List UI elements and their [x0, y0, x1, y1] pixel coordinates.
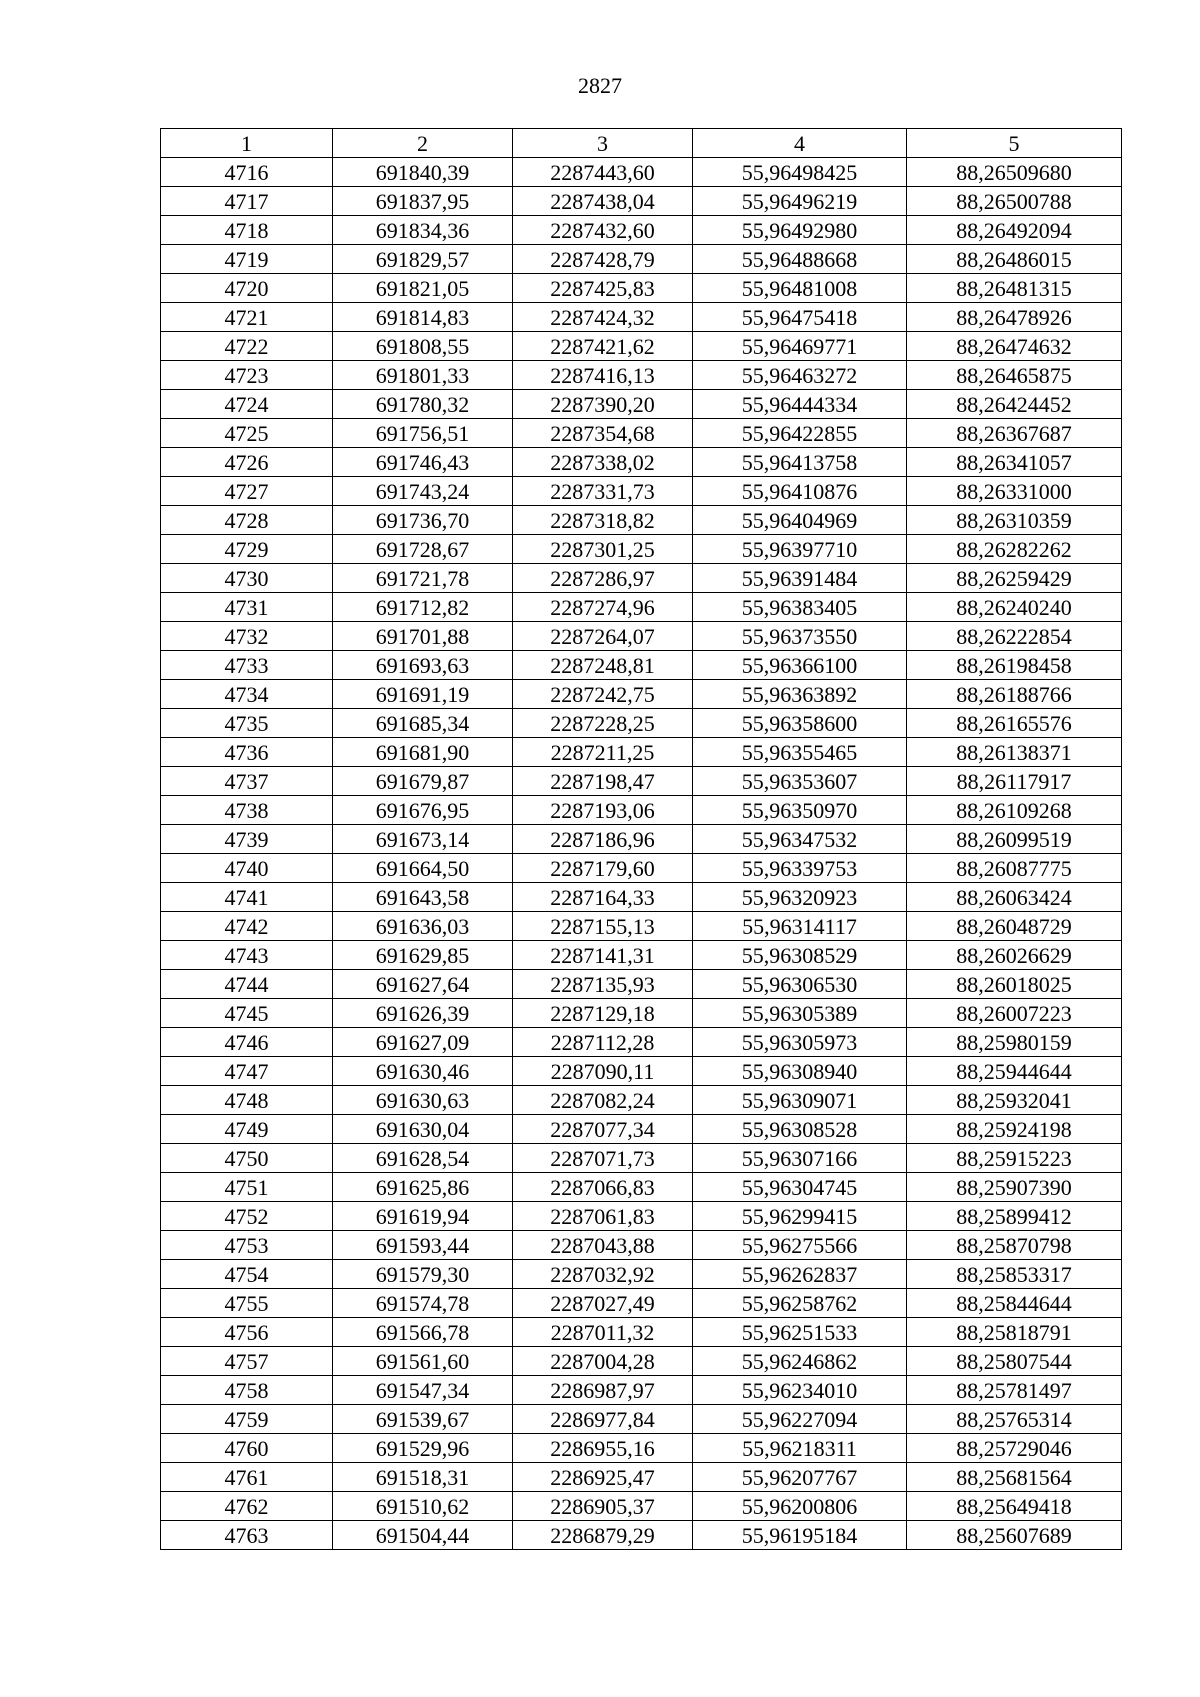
table-row	[161, 506, 1122, 535]
latitude-cell: 55,96305389	[693, 999, 907, 1028]
table-row	[161, 1028, 1122, 1057]
table-row	[161, 245, 1122, 274]
table-row	[161, 216, 1122, 245]
x-coordinate-cell: 691518,31	[333, 1463, 513, 1492]
table-row	[161, 1434, 1122, 1463]
longitude-cell: 88,26481315	[907, 274, 1122, 303]
x-coordinate-cell: 691701,88	[333, 622, 513, 651]
latitude-cell: 55,96207767	[693, 1463, 907, 1492]
point-number-cell: 4733	[161, 651, 333, 680]
latitude-cell: 55,96304745	[693, 1173, 907, 1202]
y-coordinate-cell: 2287438,04	[513, 187, 693, 216]
y-coordinate-cell: 2287155,13	[513, 912, 693, 941]
longitude-cell: 88,25807544	[907, 1347, 1122, 1376]
point-number-cell: 4745	[161, 999, 333, 1028]
latitude-cell: 55,96234010	[693, 1376, 907, 1405]
table-row	[161, 825, 1122, 854]
y-coordinate-cell: 2286987,97	[513, 1376, 693, 1405]
point-number-cell: 4759	[161, 1405, 333, 1434]
latitude-cell: 55,96339753	[693, 854, 907, 883]
y-coordinate-cell: 2286977,84	[513, 1405, 693, 1434]
latitude-cell: 55,96383405	[693, 593, 907, 622]
longitude-cell: 88,26198458	[907, 651, 1122, 680]
x-coordinate-cell: 691801,33	[333, 361, 513, 390]
y-coordinate-cell: 2287004,28	[513, 1347, 693, 1376]
longitude-cell: 88,26465875	[907, 361, 1122, 390]
point-number-cell: 4731	[161, 593, 333, 622]
latitude-cell: 55,96366100	[693, 651, 907, 680]
x-coordinate-cell: 691636,03	[333, 912, 513, 941]
longitude-cell: 88,26310359	[907, 506, 1122, 535]
table-row	[161, 1260, 1122, 1289]
table-row	[161, 912, 1122, 941]
latitude-cell: 55,96275566	[693, 1231, 907, 1260]
latitude-cell: 55,96306530	[693, 970, 907, 999]
x-coordinate-cell: 691780,32	[333, 390, 513, 419]
y-coordinate-cell: 2287331,73	[513, 477, 693, 506]
column-header: 4	[693, 129, 907, 158]
longitude-cell: 88,25932041	[907, 1086, 1122, 1115]
y-coordinate-cell: 2287338,02	[513, 448, 693, 477]
table-row	[161, 999, 1122, 1028]
point-number-cell: 4754	[161, 1260, 333, 1289]
longitude-cell: 88,26331000	[907, 477, 1122, 506]
y-coordinate-cell: 2287425,83	[513, 274, 693, 303]
latitude-cell: 55,96308528	[693, 1115, 907, 1144]
longitude-cell: 88,25915223	[907, 1144, 1122, 1173]
point-number-cell: 4741	[161, 883, 333, 912]
x-coordinate-cell: 691593,44	[333, 1231, 513, 1260]
y-coordinate-cell: 2287032,92	[513, 1260, 693, 1289]
x-coordinate-cell: 691574,78	[333, 1289, 513, 1318]
y-coordinate-cell: 2287011,32	[513, 1318, 693, 1347]
latitude-cell: 55,96320923	[693, 883, 907, 912]
x-coordinate-cell: 691693,63	[333, 651, 513, 680]
y-coordinate-cell: 2286879,29	[513, 1521, 693, 1550]
latitude-cell: 55,96299415	[693, 1202, 907, 1231]
longitude-cell: 88,25924198	[907, 1115, 1122, 1144]
table-row	[161, 854, 1122, 883]
latitude-cell: 55,96358600	[693, 709, 907, 738]
y-coordinate-cell: 2287043,88	[513, 1231, 693, 1260]
table-row	[161, 1289, 1122, 1318]
latitude-cell: 55,96391484	[693, 564, 907, 593]
x-coordinate-cell: 691676,95	[333, 796, 513, 825]
table-row	[161, 535, 1122, 564]
y-coordinate-cell: 2287129,18	[513, 999, 693, 1028]
x-coordinate-cell: 691630,04	[333, 1115, 513, 1144]
y-coordinate-cell: 2287090,11	[513, 1057, 693, 1086]
x-coordinate-cell: 691756,51	[333, 419, 513, 448]
y-coordinate-cell: 2287424,32	[513, 303, 693, 332]
table-body	[161, 158, 1122, 1550]
longitude-cell: 88,26048729	[907, 912, 1122, 941]
y-coordinate-cell: 2286905,37	[513, 1492, 693, 1521]
latitude-cell: 55,96308940	[693, 1057, 907, 1086]
table-row	[161, 1173, 1122, 1202]
point-number-cell: 4721	[161, 303, 333, 332]
latitude-cell: 55,96262837	[693, 1260, 907, 1289]
point-number-cell: 4730	[161, 564, 333, 593]
y-coordinate-cell: 2287286,97	[513, 564, 693, 593]
y-coordinate-cell: 2287228,25	[513, 709, 693, 738]
point-number-cell: 4747	[161, 1057, 333, 1086]
longitude-cell: 88,26282262	[907, 535, 1122, 564]
point-number-cell: 4743	[161, 941, 333, 970]
y-coordinate-cell: 2287198,47	[513, 767, 693, 796]
longitude-cell: 88,26474632	[907, 332, 1122, 361]
table-row	[161, 1347, 1122, 1376]
column-header: 1	[161, 129, 333, 158]
latitude-cell: 55,96353607	[693, 767, 907, 796]
point-number-cell: 4729	[161, 535, 333, 564]
latitude-cell: 55,96496219	[693, 187, 907, 216]
table-row	[161, 390, 1122, 419]
y-coordinate-cell: 2287061,83	[513, 1202, 693, 1231]
point-number-cell: 4735	[161, 709, 333, 738]
x-coordinate-cell: 691504,44	[333, 1521, 513, 1550]
y-coordinate-cell: 2287027,49	[513, 1289, 693, 1318]
y-coordinate-cell: 2286925,47	[513, 1463, 693, 1492]
y-coordinate-cell: 2287071,73	[513, 1144, 693, 1173]
point-number-cell: 4756	[161, 1318, 333, 1347]
longitude-cell: 88,26486015	[907, 245, 1122, 274]
point-number-cell: 4738	[161, 796, 333, 825]
point-number-cell: 4725	[161, 419, 333, 448]
longitude-cell: 88,25765314	[907, 1405, 1122, 1434]
x-coordinate-cell: 691691,19	[333, 680, 513, 709]
x-coordinate-cell: 691643,58	[333, 883, 513, 912]
point-number-cell: 4740	[161, 854, 333, 883]
page-number: 2827	[578, 73, 622, 98]
table-row	[161, 1492, 1122, 1521]
longitude-cell: 88,25607689	[907, 1521, 1122, 1550]
point-number-cell: 4749	[161, 1115, 333, 1144]
point-number-cell: 4760	[161, 1434, 333, 1463]
table-row	[161, 477, 1122, 506]
table-row	[161, 1231, 1122, 1260]
y-coordinate-cell: 2287264,07	[513, 622, 693, 651]
table-row	[161, 1144, 1122, 1173]
header-row	[161, 129, 1122, 158]
x-coordinate-cell: 691630,63	[333, 1086, 513, 1115]
y-coordinate-cell: 2287432,60	[513, 216, 693, 245]
y-coordinate-cell: 2287135,93	[513, 970, 693, 999]
point-number-cell: 4757	[161, 1347, 333, 1376]
point-number-cell: 4722	[161, 332, 333, 361]
latitude-cell: 55,96422855	[693, 419, 907, 448]
x-coordinate-cell: 691673,14	[333, 825, 513, 854]
longitude-cell: 88,26109268	[907, 796, 1122, 825]
longitude-cell: 88,26063424	[907, 883, 1122, 912]
latitude-cell: 55,96200806	[693, 1492, 907, 1521]
table-row	[161, 1463, 1122, 1492]
longitude-cell: 88,25870798	[907, 1231, 1122, 1260]
x-coordinate-cell: 691629,85	[333, 941, 513, 970]
y-coordinate-cell: 2287318,82	[513, 506, 693, 535]
point-number-cell: 4761	[161, 1463, 333, 1492]
x-coordinate-cell: 691566,78	[333, 1318, 513, 1347]
point-number-cell: 4748	[161, 1086, 333, 1115]
x-coordinate-cell: 691619,94	[333, 1202, 513, 1231]
longitude-cell: 88,25818791	[907, 1318, 1122, 1347]
point-number-cell: 4752	[161, 1202, 333, 1231]
x-coordinate-cell: 691630,46	[333, 1057, 513, 1086]
x-coordinate-cell: 691547,34	[333, 1376, 513, 1405]
x-coordinate-cell: 691625,86	[333, 1173, 513, 1202]
latitude-cell: 55,96481008	[693, 274, 907, 303]
y-coordinate-cell: 2287211,25	[513, 738, 693, 767]
point-number-cell: 4737	[161, 767, 333, 796]
table-row	[161, 448, 1122, 477]
table-row	[161, 709, 1122, 738]
y-coordinate-cell: 2287242,75	[513, 680, 693, 709]
x-coordinate-cell: 691628,54	[333, 1144, 513, 1173]
point-number-cell: 4755	[161, 1289, 333, 1318]
longitude-cell: 88,26007223	[907, 999, 1122, 1028]
x-coordinate-cell: 691743,24	[333, 477, 513, 506]
point-number-cell: 4718	[161, 216, 333, 245]
point-number-cell: 4726	[161, 448, 333, 477]
latitude-cell: 55,96218311	[693, 1434, 907, 1463]
longitude-cell: 88,25681564	[907, 1463, 1122, 1492]
table-row	[161, 593, 1122, 622]
latitude-cell: 55,96463272	[693, 361, 907, 390]
table-row	[161, 651, 1122, 680]
point-number-cell: 4716	[161, 158, 333, 187]
table-row	[161, 1521, 1122, 1550]
point-number-cell: 4727	[161, 477, 333, 506]
table-row	[161, 187, 1122, 216]
y-coordinate-cell: 2287248,81	[513, 651, 693, 680]
longitude-cell: 88,26138371	[907, 738, 1122, 767]
y-coordinate-cell: 2287301,25	[513, 535, 693, 564]
point-number-cell: 4717	[161, 187, 333, 216]
latitude-cell: 55,96413758	[693, 448, 907, 477]
table-row	[161, 303, 1122, 332]
x-coordinate-cell: 691814,83	[333, 303, 513, 332]
point-number-cell: 4720	[161, 274, 333, 303]
latitude-cell: 55,96404969	[693, 506, 907, 535]
point-number-cell: 4762	[161, 1492, 333, 1521]
y-coordinate-cell: 2287193,06	[513, 796, 693, 825]
point-number-cell: 4736	[161, 738, 333, 767]
latitude-cell: 55,96373550	[693, 622, 907, 651]
x-coordinate-cell: 691529,96	[333, 1434, 513, 1463]
table-row	[161, 970, 1122, 999]
table-row	[161, 361, 1122, 390]
x-coordinate-cell: 691626,39	[333, 999, 513, 1028]
longitude-cell: 88,26188766	[907, 680, 1122, 709]
longitude-cell: 88,26099519	[907, 825, 1122, 854]
latitude-cell: 55,96397710	[693, 535, 907, 564]
table-row	[161, 680, 1122, 709]
latitude-cell: 55,96350970	[693, 796, 907, 825]
point-number-cell: 4746	[161, 1028, 333, 1057]
point-number-cell: 4742	[161, 912, 333, 941]
longitude-cell: 88,25729046	[907, 1434, 1122, 1463]
y-coordinate-cell: 2287443,60	[513, 158, 693, 187]
table-row	[161, 332, 1122, 361]
latitude-cell: 55,96492980	[693, 216, 907, 245]
longitude-cell: 88,25944644	[907, 1057, 1122, 1086]
point-number-cell: 4723	[161, 361, 333, 390]
x-coordinate-cell: 691834,36	[333, 216, 513, 245]
table-row	[161, 1318, 1122, 1347]
y-coordinate-cell: 2287112,28	[513, 1028, 693, 1057]
x-coordinate-cell: 691627,09	[333, 1028, 513, 1057]
latitude-cell: 55,96305973	[693, 1028, 907, 1057]
table-row	[161, 622, 1122, 651]
x-coordinate-cell: 691712,82	[333, 593, 513, 622]
y-coordinate-cell: 2286955,16	[513, 1434, 693, 1463]
column-header: 3	[513, 129, 693, 158]
latitude-cell: 55,96488668	[693, 245, 907, 274]
point-number-cell: 4753	[161, 1231, 333, 1260]
longitude-cell: 88,26018025	[907, 970, 1122, 999]
table-row	[161, 738, 1122, 767]
longitude-cell: 88,25907390	[907, 1173, 1122, 1202]
longitude-cell: 88,26240240	[907, 593, 1122, 622]
y-coordinate-cell: 2287082,24	[513, 1086, 693, 1115]
table-row	[161, 1202, 1122, 1231]
x-coordinate-cell: 691829,57	[333, 245, 513, 274]
y-coordinate-cell: 2287274,96	[513, 593, 693, 622]
longitude-cell: 88,26500788	[907, 187, 1122, 216]
longitude-cell: 88,25844644	[907, 1289, 1122, 1318]
latitude-cell: 55,96444334	[693, 390, 907, 419]
longitude-cell: 88,26117917	[907, 767, 1122, 796]
point-number-cell: 4739	[161, 825, 333, 854]
longitude-cell: 88,26341057	[907, 448, 1122, 477]
longitude-cell: 88,26424452	[907, 390, 1122, 419]
y-coordinate-cell: 2287354,68	[513, 419, 693, 448]
latitude-cell: 55,96251533	[693, 1318, 907, 1347]
longitude-cell: 88,25649418	[907, 1492, 1122, 1521]
latitude-cell: 55,96469771	[693, 332, 907, 361]
longitude-cell: 88,26492094	[907, 216, 1122, 245]
latitude-cell: 55,96308529	[693, 941, 907, 970]
x-coordinate-cell: 691579,30	[333, 1260, 513, 1289]
y-coordinate-cell: 2287428,79	[513, 245, 693, 274]
x-coordinate-cell: 691664,50	[333, 854, 513, 883]
longitude-cell: 88,26259429	[907, 564, 1122, 593]
table-row	[161, 158, 1122, 187]
coordinates-table	[160, 128, 1122, 1550]
longitude-cell: 88,26087775	[907, 854, 1122, 883]
longitude-cell: 88,26478926	[907, 303, 1122, 332]
y-coordinate-cell: 2287164,33	[513, 883, 693, 912]
longitude-cell: 88,26165576	[907, 709, 1122, 738]
y-coordinate-cell: 2287179,60	[513, 854, 693, 883]
column-header: 5	[907, 129, 1122, 158]
x-coordinate-cell: 691821,05	[333, 274, 513, 303]
x-coordinate-cell: 691681,90	[333, 738, 513, 767]
y-coordinate-cell: 2287077,34	[513, 1115, 693, 1144]
latitude-cell: 55,96246862	[693, 1347, 907, 1376]
latitude-cell: 55,96410876	[693, 477, 907, 506]
y-coordinate-cell: 2287390,20	[513, 390, 693, 419]
point-number-cell: 4728	[161, 506, 333, 535]
longitude-cell: 88,25853317	[907, 1260, 1122, 1289]
table-row	[161, 564, 1122, 593]
column-header: 2	[333, 129, 513, 158]
latitude-cell: 55,96227094	[693, 1405, 907, 1434]
x-coordinate-cell: 691840,39	[333, 158, 513, 187]
latitude-cell: 55,96258762	[693, 1289, 907, 1318]
point-number-cell: 4750	[161, 1144, 333, 1173]
x-coordinate-cell: 691721,78	[333, 564, 513, 593]
x-coordinate-cell: 691837,95	[333, 187, 513, 216]
table-row	[161, 1086, 1122, 1115]
latitude-cell: 55,96475418	[693, 303, 907, 332]
longitude-cell: 88,26026629	[907, 941, 1122, 970]
table-row	[161, 767, 1122, 796]
longitude-cell: 88,25980159	[907, 1028, 1122, 1057]
latitude-cell: 55,96347532	[693, 825, 907, 854]
y-coordinate-cell: 2287186,96	[513, 825, 693, 854]
y-coordinate-cell: 2287066,83	[513, 1173, 693, 1202]
table-row	[161, 419, 1122, 448]
point-number-cell: 4732	[161, 622, 333, 651]
y-coordinate-cell: 2287416,13	[513, 361, 693, 390]
longitude-cell: 88,26509680	[907, 158, 1122, 187]
table-row	[161, 1405, 1122, 1434]
x-coordinate-cell: 691510,62	[333, 1492, 513, 1521]
table-row	[161, 1057, 1122, 1086]
x-coordinate-cell: 691561,60	[333, 1347, 513, 1376]
point-number-cell: 4763	[161, 1521, 333, 1550]
point-number-cell: 4724	[161, 390, 333, 419]
table-row	[161, 1115, 1122, 1144]
latitude-cell: 55,96355465	[693, 738, 907, 767]
longitude-cell: 88,26367687	[907, 419, 1122, 448]
latitude-cell: 55,96195184	[693, 1521, 907, 1550]
latitude-cell: 55,96307166	[693, 1144, 907, 1173]
point-number-cell: 4719	[161, 245, 333, 274]
latitude-cell: 55,96498425	[693, 158, 907, 187]
latitude-cell: 55,96309071	[693, 1086, 907, 1115]
y-coordinate-cell: 2287141,31	[513, 941, 693, 970]
x-coordinate-cell: 691736,70	[333, 506, 513, 535]
x-coordinate-cell: 691539,67	[333, 1405, 513, 1434]
table-row	[161, 941, 1122, 970]
point-number-cell: 4758	[161, 1376, 333, 1405]
longitude-cell: 88,26222854	[907, 622, 1122, 651]
x-coordinate-cell: 691808,55	[333, 332, 513, 361]
point-number-cell: 4744	[161, 970, 333, 999]
latitude-cell: 55,96314117	[693, 912, 907, 941]
x-coordinate-cell: 691746,43	[333, 448, 513, 477]
point-number-cell: 4734	[161, 680, 333, 709]
table-row	[161, 796, 1122, 825]
x-coordinate-cell: 691685,34	[333, 709, 513, 738]
x-coordinate-cell: 691679,87	[333, 767, 513, 796]
latitude-cell: 55,96363892	[693, 680, 907, 709]
table-row	[161, 883, 1122, 912]
x-coordinate-cell: 691627,64	[333, 970, 513, 999]
table-row	[161, 274, 1122, 303]
longitude-cell: 88,25781497	[907, 1376, 1122, 1405]
point-number-cell: 4751	[161, 1173, 333, 1202]
y-coordinate-cell: 2287421,62	[513, 332, 693, 361]
table-row	[161, 1376, 1122, 1405]
longitude-cell: 88,25899412	[907, 1202, 1122, 1231]
table-header	[161, 129, 1122, 158]
x-coordinate-cell: 691728,67	[333, 535, 513, 564]
